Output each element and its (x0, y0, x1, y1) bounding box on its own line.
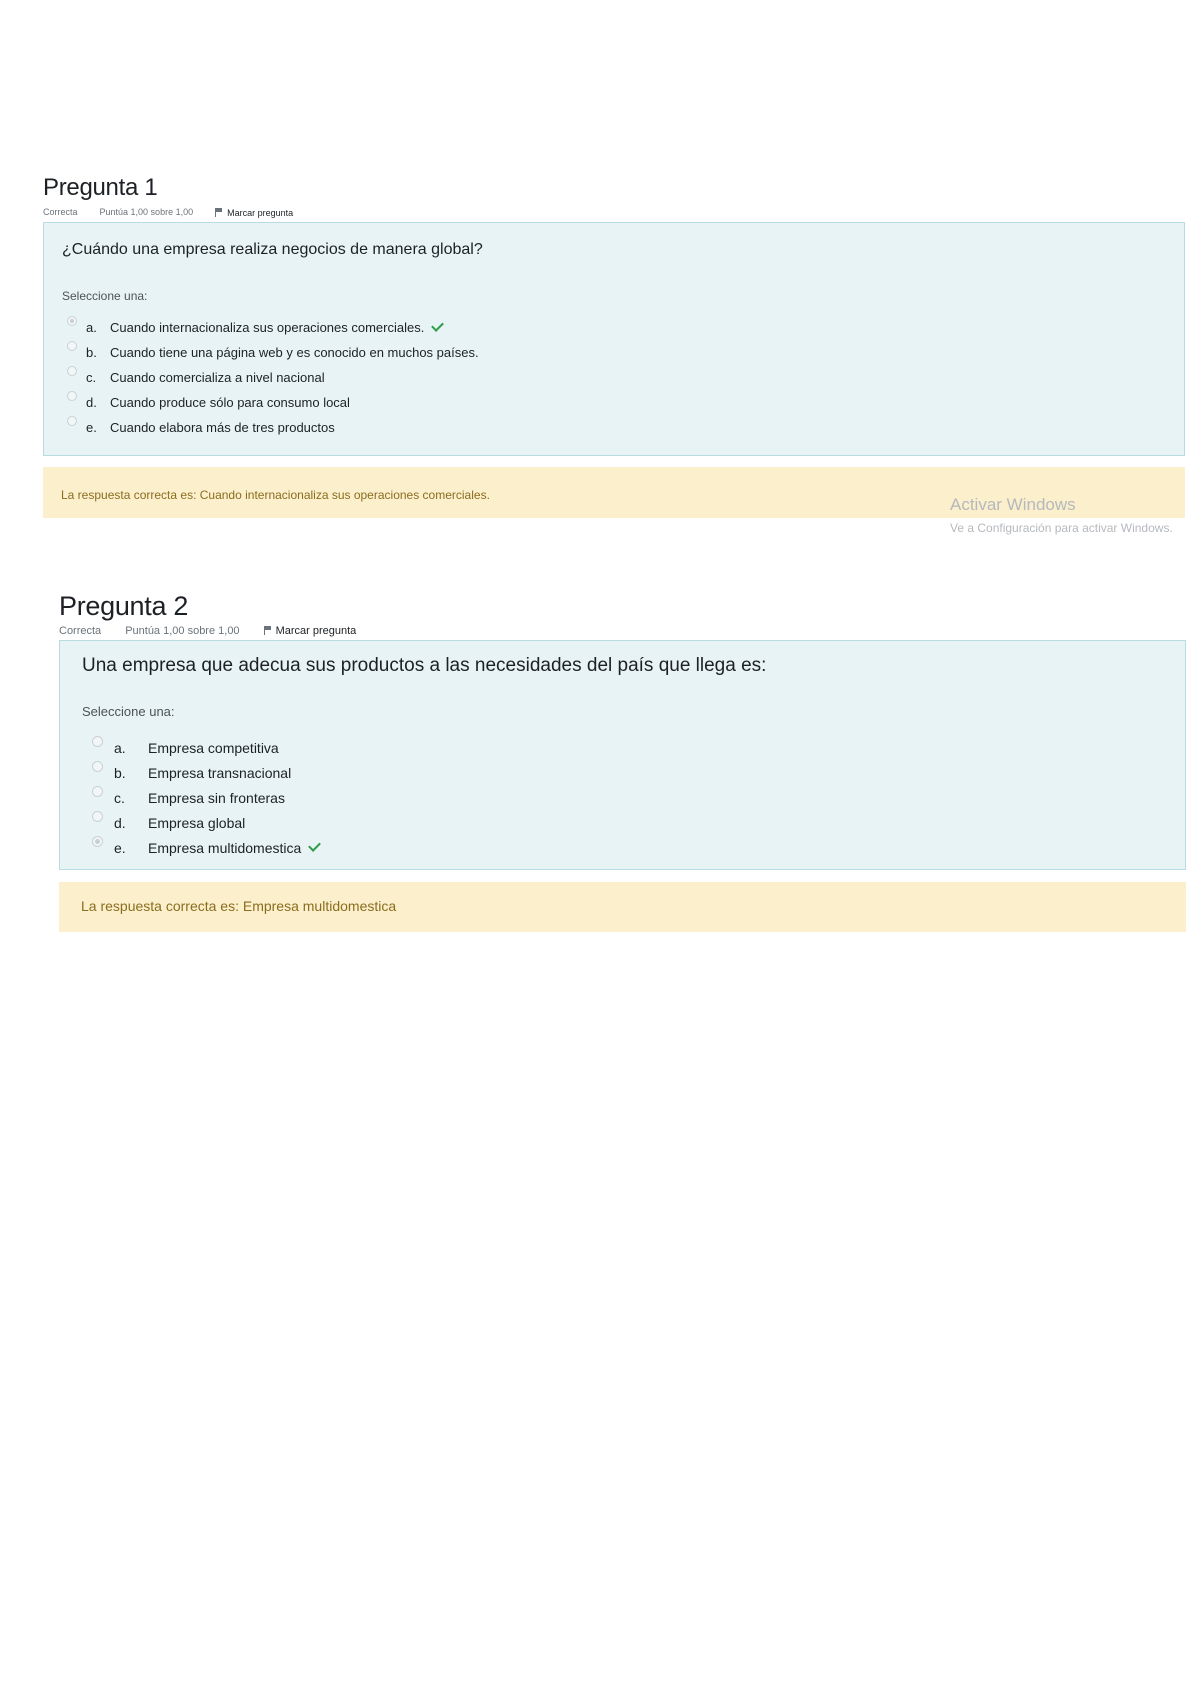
answer-option-b[interactable] (82, 760, 318, 785)
answer-letter: d. (86, 395, 97, 410)
answer-letter: e. (86, 420, 97, 435)
feedback-text: La respuesta correcta es: Cuando internacionaliza sus operaciones comerciales. (61, 488, 490, 502)
answer-letter: c. (86, 370, 97, 385)
answer-list (82, 735, 318, 860)
watermark-subtitle: Ve a Configuración para activar Windows. (950, 521, 1173, 535)
answer-letter: b. (86, 345, 97, 360)
question-score: Puntúa 1,00 sobre 1,00 (99, 207, 194, 217)
flag-question-link[interactable] (264, 626, 357, 637)
question-score: Puntúa 1,00 sobre 1,00 (125, 625, 240, 637)
answer-radio[interactable] (92, 836, 103, 847)
question-info (59, 626, 356, 637)
answer-option-a[interactable] (82, 735, 318, 760)
question-title: Pregunta 1 (43, 174, 158, 201)
answer-text: Cuando internacionaliza sus operaciones comerciales. (110, 320, 425, 335)
answer-text: Empresa transnacional (148, 764, 292, 781)
answer-letter: d. (114, 814, 126, 831)
watermark-title: Activar Windows (950, 495, 1076, 514)
answer-radio[interactable] (92, 736, 103, 747)
answer-letter: b. (114, 764, 126, 781)
select-one-label: Seleccione una: (82, 704, 175, 719)
select-one-label: Seleccione una: (62, 289, 148, 303)
correct-check-icon (308, 839, 321, 852)
question-state: Correcta (43, 207, 78, 217)
question-content-box (59, 640, 1186, 870)
question-text: ¿Cuándo una empresa realiza negocios de manera global? (62, 241, 483, 258)
answer-text: Empresa multidomestica (148, 839, 302, 856)
flag-icon (264, 626, 273, 635)
feedback-text: La respuesta correcta es: Empresa multidomestica (81, 898, 397, 914)
question-header (59, 593, 356, 637)
answer-option-c[interactable] (82, 785, 318, 810)
question-title: Pregunta 2 (59, 591, 189, 621)
question-text: Una empresa que adecua sus productos a las necesidades del país que llega es: (82, 655, 767, 676)
answer-letter: a. (114, 739, 126, 756)
answer-radio[interactable] (92, 786, 103, 797)
flag-label: Marcar pregunta (227, 208, 294, 218)
correct-answer-feedback (59, 882, 1186, 932)
answer-text: Empresa competitiva (148, 739, 279, 756)
answer-text: Cuando produce sólo para consumo local (110, 395, 350, 410)
answer-text: Cuando elabora más de tres productos (110, 420, 335, 435)
answer-letter: a. (86, 320, 97, 335)
answer-text: Cuando tiene una página web y es conocido en muchos países. (110, 345, 479, 360)
question-state: Correcta (59, 625, 102, 637)
answer-letter: c. (114, 789, 125, 806)
answer-radio[interactable] (92, 811, 103, 822)
answer-text: Cuando comercializa a nivel nacional (110, 370, 325, 385)
answer-letter: e. (114, 839, 126, 856)
answer-option-d[interactable] (82, 810, 318, 835)
answer-option-e[interactable] (82, 835, 318, 860)
answer-radio[interactable] (92, 761, 103, 772)
answer-text: Empresa global (148, 814, 246, 831)
answer-text: Empresa sin fronteras (148, 789, 285, 806)
flag-label: Marcar pregunta (275, 625, 357, 637)
